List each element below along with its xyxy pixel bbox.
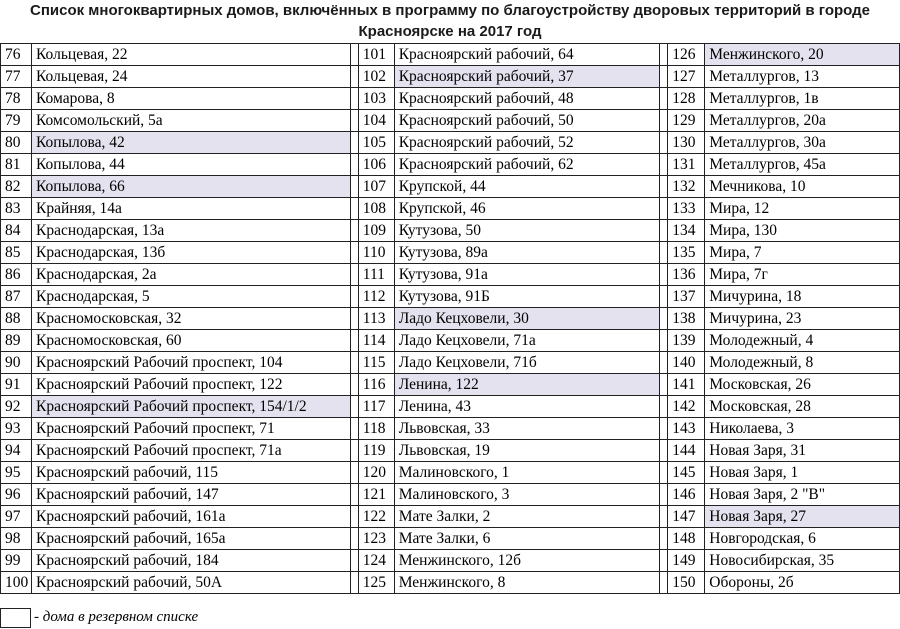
row-number: 131 bbox=[668, 154, 705, 176]
address-cell: Московская, 26 bbox=[705, 374, 900, 396]
address-cell: Крупской, 44 bbox=[394, 176, 660, 198]
column-gap bbox=[350, 396, 358, 418]
table-row bbox=[1, 220, 900, 242]
column-gap bbox=[350, 110, 358, 132]
address-cell: Краснодарская, 13а bbox=[31, 220, 350, 242]
row-number: 129 bbox=[668, 110, 705, 132]
row-number: 128 bbox=[668, 88, 705, 110]
column-gap bbox=[660, 330, 668, 352]
row-number: 126 bbox=[668, 44, 705, 66]
table-row bbox=[1, 308, 900, 330]
column-gap bbox=[660, 198, 668, 220]
column-gap bbox=[660, 286, 668, 308]
row-number: 84 bbox=[1, 220, 32, 242]
address-cell: Краснодарская, 5 bbox=[31, 286, 350, 308]
column-gap bbox=[350, 330, 358, 352]
column-gap bbox=[350, 264, 358, 286]
row-number: 123 bbox=[358, 528, 394, 550]
address-cell-reserve: Копылова, 66 bbox=[31, 176, 350, 198]
table-row bbox=[1, 132, 900, 154]
column-gap bbox=[350, 44, 358, 66]
row-number: 134 bbox=[668, 220, 705, 242]
row-number: 109 bbox=[358, 220, 394, 242]
table-row bbox=[1, 66, 900, 88]
column-gap bbox=[660, 572, 668, 594]
row-number: 94 bbox=[1, 440, 32, 462]
table-row bbox=[1, 462, 900, 484]
column-gap bbox=[350, 506, 358, 528]
address-cell: Красномосковская, 60 bbox=[31, 330, 350, 352]
row-number: 119 bbox=[358, 440, 394, 462]
row-number: 105 bbox=[358, 132, 394, 154]
address-cell: Мате Залки, 2 bbox=[394, 506, 660, 528]
address-cell: Металлургов, 13 bbox=[705, 66, 900, 88]
column-gap bbox=[350, 462, 358, 484]
address-cell: Мичурина, 18 bbox=[705, 286, 900, 308]
column-gap bbox=[350, 154, 358, 176]
row-number: 93 bbox=[1, 418, 32, 440]
table-row bbox=[1, 44, 900, 66]
address-cell: Мира, 7г bbox=[705, 264, 900, 286]
column-gap bbox=[660, 352, 668, 374]
row-number: 95 bbox=[1, 462, 32, 484]
address-cell: Менжинского, 8 bbox=[394, 572, 660, 594]
address-cell: Ленина, 43 bbox=[394, 396, 660, 418]
address-cell: Новая Заря, 1 bbox=[705, 462, 900, 484]
table-row bbox=[1, 286, 900, 308]
row-number: 112 bbox=[358, 286, 394, 308]
address-cell: Московская, 28 bbox=[705, 396, 900, 418]
column-gap bbox=[660, 462, 668, 484]
row-number: 143 bbox=[668, 418, 705, 440]
row-number: 111 bbox=[358, 264, 394, 286]
address-cell: Комарова, 8 bbox=[31, 88, 350, 110]
row-number: 86 bbox=[1, 264, 32, 286]
row-number: 150 bbox=[668, 572, 705, 594]
column-gap bbox=[350, 88, 358, 110]
row-number: 114 bbox=[358, 330, 394, 352]
address-cell: Красноярский рабочий, 184 bbox=[31, 550, 350, 572]
address-cell: Металлургов, 20а bbox=[705, 110, 900, 132]
address-cell: Красноярский рабочий, 50 bbox=[394, 110, 660, 132]
title-line-1: Список многоквартирных домов, включённых в программу по благоустройству дворовых территорий в городе bbox=[30, 2, 870, 19]
row-number: 142 bbox=[668, 396, 705, 418]
column-gap bbox=[350, 572, 358, 594]
row-number: 99 bbox=[1, 550, 32, 572]
row-number: 125 bbox=[358, 572, 394, 594]
column-gap bbox=[660, 440, 668, 462]
address-cell: Новгородская, 6 bbox=[705, 528, 900, 550]
address-cell: Мечникова, 10 bbox=[705, 176, 900, 198]
address-cell-reserve: Менжинского, 20 bbox=[705, 44, 900, 66]
table-row bbox=[1, 506, 900, 528]
table-row bbox=[1, 242, 900, 264]
row-number: 108 bbox=[358, 198, 394, 220]
row-number: 113 bbox=[358, 308, 394, 330]
address-cell-reserve: Ленина, 122 bbox=[394, 374, 660, 396]
column-gap bbox=[350, 528, 358, 550]
row-number: 122 bbox=[358, 506, 394, 528]
column-gap bbox=[660, 242, 668, 264]
column-gap bbox=[350, 198, 358, 220]
address-cell: Красноярский рабочий, 64 bbox=[394, 44, 660, 66]
row-number: 130 bbox=[668, 132, 705, 154]
column-gap bbox=[350, 440, 358, 462]
column-gap bbox=[660, 176, 668, 198]
row-number: 76 bbox=[1, 44, 32, 66]
address-cell: Копылова, 44 bbox=[31, 154, 350, 176]
row-number: 127 bbox=[668, 66, 705, 88]
address-cell: Новая Заря, 31 bbox=[705, 440, 900, 462]
row-number: 91 bbox=[1, 374, 32, 396]
row-number: 146 bbox=[668, 484, 705, 506]
column-gap bbox=[660, 110, 668, 132]
row-number: 144 bbox=[668, 440, 705, 462]
address-cell-reserve: Ладо Кецховели, 30 bbox=[394, 308, 660, 330]
column-gap bbox=[660, 308, 668, 330]
row-number: 141 bbox=[668, 374, 705, 396]
row-number: 90 bbox=[1, 352, 32, 374]
row-number: 149 bbox=[668, 550, 705, 572]
address-cell: Красноярский рабочий, 115 bbox=[31, 462, 350, 484]
address-cell: Краснодарская, 13б bbox=[31, 242, 350, 264]
row-number: 83 bbox=[1, 198, 32, 220]
table-row bbox=[1, 330, 900, 352]
document-title bbox=[0, 0, 900, 42]
address-cell: Новосибирская, 35 bbox=[705, 550, 900, 572]
address-cell: Кутузова, 91а bbox=[394, 264, 660, 286]
row-number: 98 bbox=[1, 528, 32, 550]
row-number: 106 bbox=[358, 154, 394, 176]
table-row bbox=[1, 550, 900, 572]
table-row bbox=[1, 396, 900, 418]
column-gap bbox=[350, 308, 358, 330]
address-cell: Менжинского, 12б bbox=[394, 550, 660, 572]
column-gap bbox=[350, 550, 358, 572]
row-number: 135 bbox=[668, 242, 705, 264]
address-cell: Красноярский Рабочий проспект, 104 bbox=[31, 352, 350, 374]
legend bbox=[0, 607, 900, 629]
row-number: 81 bbox=[1, 154, 32, 176]
row-number: 145 bbox=[668, 462, 705, 484]
houses-table-body bbox=[1, 44, 900, 594]
column-gap bbox=[660, 220, 668, 242]
row-number: 147 bbox=[668, 506, 705, 528]
address-cell: Красноярский Рабочий проспект, 71 bbox=[31, 418, 350, 440]
table-row bbox=[1, 198, 900, 220]
column-gap bbox=[660, 528, 668, 550]
table-row bbox=[1, 484, 900, 506]
row-number: 139 bbox=[668, 330, 705, 352]
row-number: 82 bbox=[1, 176, 32, 198]
column-gap bbox=[660, 88, 668, 110]
address-cell: Красномосковская, 32 bbox=[31, 308, 350, 330]
row-number: 80 bbox=[1, 132, 32, 154]
table-row bbox=[1, 572, 900, 594]
column-gap bbox=[660, 264, 668, 286]
row-number: 102 bbox=[358, 66, 394, 88]
row-number: 88 bbox=[1, 308, 32, 330]
row-number: 104 bbox=[358, 110, 394, 132]
address-cell: Молодежный, 4 bbox=[705, 330, 900, 352]
row-number: 96 bbox=[1, 484, 32, 506]
address-cell: Красноярский рабочий, 50А bbox=[31, 572, 350, 594]
row-number: 100 bbox=[1, 572, 32, 594]
address-cell: Кольцевая, 22 bbox=[31, 44, 350, 66]
address-cell-reserve: Красноярский рабочий, 37 bbox=[394, 66, 660, 88]
address-cell-reserve: Красноярский Рабочий проспект, 154/1/2 bbox=[31, 396, 350, 418]
address-cell: Мате Залки, 6 bbox=[394, 528, 660, 550]
address-cell: Красноярский рабочий, 147 bbox=[31, 484, 350, 506]
address-cell: Львовская, 19 bbox=[394, 440, 660, 462]
column-gap bbox=[350, 242, 358, 264]
row-number: 132 bbox=[668, 176, 705, 198]
address-cell-reserve: Копылова, 42 bbox=[31, 132, 350, 154]
row-number: 79 bbox=[1, 110, 32, 132]
column-gap bbox=[660, 44, 668, 66]
address-cell: Краснодарская, 2а bbox=[31, 264, 350, 286]
column-gap bbox=[350, 352, 358, 374]
row-number: 117 bbox=[358, 396, 394, 418]
address-cell: Красноярский Рабочий проспект, 71а bbox=[31, 440, 350, 462]
address-cell: Крупской, 46 bbox=[394, 198, 660, 220]
row-number: 85 bbox=[1, 242, 32, 264]
table-row bbox=[1, 418, 900, 440]
address-cell: Красноярский рабочий, 48 bbox=[394, 88, 660, 110]
table-row bbox=[1, 154, 900, 176]
address-cell: Красноярский Рабочий проспект, 122 bbox=[31, 374, 350, 396]
row-number: 118 bbox=[358, 418, 394, 440]
row-number: 87 bbox=[1, 286, 32, 308]
legend-text: - дома в резервном списке bbox=[34, 609, 199, 625]
row-number: 110 bbox=[358, 242, 394, 264]
table-row bbox=[1, 88, 900, 110]
address-cell: Мира, 130 bbox=[705, 220, 900, 242]
column-gap bbox=[350, 220, 358, 242]
row-number: 77 bbox=[1, 66, 32, 88]
table-row bbox=[1, 528, 900, 550]
address-cell: Кутузова, 50 bbox=[394, 220, 660, 242]
address-cell: Мира, 12 bbox=[705, 198, 900, 220]
address-cell: Молодежный, 8 bbox=[705, 352, 900, 374]
address-cell: Мичурина, 23 bbox=[705, 308, 900, 330]
table-row bbox=[1, 110, 900, 132]
row-number: 92 bbox=[1, 396, 32, 418]
column-gap bbox=[660, 418, 668, 440]
table-row bbox=[1, 352, 900, 374]
legend-swatch bbox=[0, 608, 31, 628]
column-gap bbox=[350, 176, 358, 198]
row-number: 136 bbox=[668, 264, 705, 286]
row-number: 116 bbox=[358, 374, 394, 396]
row-number: 133 bbox=[668, 198, 705, 220]
address-cell: Металлургов, 45а bbox=[705, 154, 900, 176]
address-cell: Комсомольский, 5а bbox=[31, 110, 350, 132]
row-number: 140 bbox=[668, 352, 705, 374]
row-number: 120 bbox=[358, 462, 394, 484]
row-number: 103 bbox=[358, 88, 394, 110]
column-gap bbox=[660, 132, 668, 154]
row-number: 115 bbox=[358, 352, 394, 374]
column-gap bbox=[660, 506, 668, 528]
row-number: 121 bbox=[358, 484, 394, 506]
column-gap bbox=[350, 484, 358, 506]
address-cell: Ладо Кецховели, 71б bbox=[394, 352, 660, 374]
address-cell: Красноярский рабочий, 161а bbox=[31, 506, 350, 528]
row-number: 124 bbox=[358, 550, 394, 572]
row-number: 137 bbox=[668, 286, 705, 308]
address-cell: Малиновского, 1 bbox=[394, 462, 660, 484]
column-gap bbox=[660, 396, 668, 418]
table-row bbox=[1, 374, 900, 396]
address-cell: Николаева, 3 bbox=[705, 418, 900, 440]
column-gap bbox=[660, 550, 668, 572]
row-number: 89 bbox=[1, 330, 32, 352]
table-row bbox=[1, 264, 900, 286]
address-cell: Малиновского, 3 bbox=[394, 484, 660, 506]
column-gap bbox=[660, 154, 668, 176]
address-cell-reserve: Новая Заря, 27 bbox=[705, 506, 900, 528]
address-cell: Крайняя, 14а bbox=[31, 198, 350, 220]
address-cell: Кутузова, 89а bbox=[394, 242, 660, 264]
table-row bbox=[1, 176, 900, 198]
address-cell: Металлургов, 1в bbox=[705, 88, 900, 110]
row-number: 78 bbox=[1, 88, 32, 110]
title-line-2: Красноярске на 2017 год bbox=[358, 23, 542, 40]
column-gap bbox=[350, 66, 358, 88]
column-gap bbox=[350, 374, 358, 396]
table-row bbox=[1, 440, 900, 462]
address-cell: Красноярский рабочий, 165а bbox=[31, 528, 350, 550]
column-gap bbox=[660, 484, 668, 506]
houses-table bbox=[0, 43, 900, 594]
column-gap bbox=[660, 374, 668, 396]
address-cell: Металлургов, 30а bbox=[705, 132, 900, 154]
row-number: 148 bbox=[668, 528, 705, 550]
address-cell: Ладо Кецховели, 71а bbox=[394, 330, 660, 352]
column-gap bbox=[350, 286, 358, 308]
row-number: 107 bbox=[358, 176, 394, 198]
address-cell: Львовская, 33 bbox=[394, 418, 660, 440]
column-gap bbox=[350, 418, 358, 440]
column-gap bbox=[660, 66, 668, 88]
row-number: 101 bbox=[358, 44, 394, 66]
column-gap bbox=[350, 132, 358, 154]
address-cell: Красноярский рабочий, 52 bbox=[394, 132, 660, 154]
address-cell: Кутузова, 91Б bbox=[394, 286, 660, 308]
address-cell: Красноярский рабочий, 62 bbox=[394, 154, 660, 176]
address-cell: Кольцевая, 24 bbox=[31, 66, 350, 88]
row-number: 138 bbox=[668, 308, 705, 330]
address-cell: Новая Заря, 2 "В" bbox=[705, 484, 900, 506]
row-number: 97 bbox=[1, 506, 32, 528]
address-cell: Мира, 7 bbox=[705, 242, 900, 264]
address-cell: Обороны, 2б bbox=[705, 572, 900, 594]
